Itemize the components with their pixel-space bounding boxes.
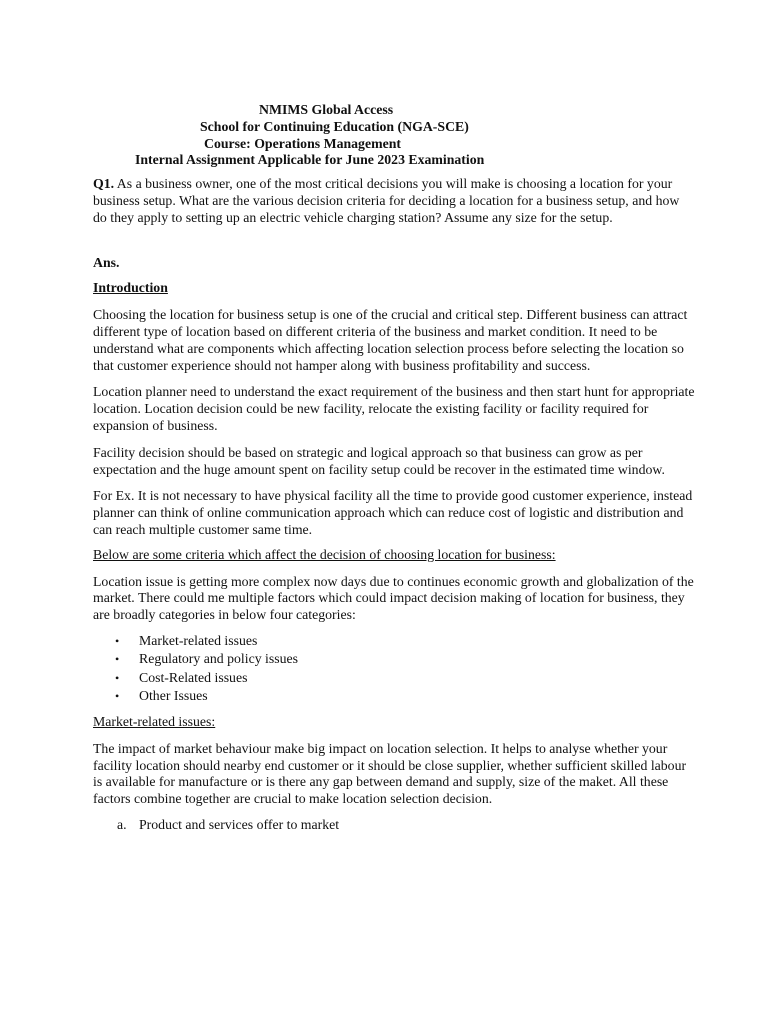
list-item: • Regulatory and policy issues [93, 650, 696, 669]
lettered-list [93, 817, 696, 834]
bullet-icon: • [115, 670, 120, 685]
category-list [93, 632, 696, 706]
header-institution: NMIMS Global Access [259, 102, 394, 117]
paragraph-1: Choosing the location for business setup is one of the crucial and critical step. Different business can attract different type of location based on different criteria of the business and market condition. It need to be understand what are components which affecting location selection process before selecting the location so that customer experience should not hamper along with business profitability and success. [93, 307, 688, 373]
introduction-heading: Introduction [93, 280, 168, 296]
bullet-icon: • [115, 689, 120, 704]
list-item: • Cost-Related issues [93, 669, 696, 688]
criteria-heading: Below are some criteria which affect the decision of choosing location for business: [93, 546, 556, 562]
bullet-icon: • [115, 633, 120, 648]
question-label: Q1. [93, 176, 115, 192]
header-school: School for Continuing Education (NGA-SCE) [200, 118, 469, 134]
list-marker: a. [117, 816, 127, 832]
list-item: a. Product and services offer to market [117, 816, 340, 832]
answer-label: Ans. [93, 254, 120, 270]
paragraph-4: For Ex. It is not necessary to have physical facility all the time to provide good customer experience, instead planner can think of online communication approach which can reduce cost of logistic and distribution and can reach multiple customer same time. [93, 488, 693, 537]
paragraph-3: Facility decision should be based on strategic and logical approach so that business can grow as per expectation and the huge amount spent on facility setup could be recover in the estimated time window. [93, 444, 665, 477]
header-assignment: Internal Assignment Applicable for June 2023 Examination [135, 152, 485, 168]
list-item: • Market-related issues [93, 632, 696, 651]
question-paragraph [93, 176, 696, 226]
header-course: Course: Operations Management [204, 135, 401, 151]
bullet-icon: • [115, 652, 120, 667]
document-header [93, 102, 696, 169]
market-issues-heading: Market-related issues: [93, 713, 216, 729]
paragraph-2: Location planner need to understand the exact requirement of the business and then start hunt for appropriate location. Location decision could be new facility, relocate the existing facility or facility required for expansion of business. [93, 384, 695, 433]
question-text: As a business owner, one of the most critical decisions you will make is choosing a location for your business setup. What are the various decision criteria for deciding a location for a business setup, and how do they apply to setting up an electric vehicle charging station? Assume any size for the setup. [93, 176, 680, 225]
paragraph-6: The impact of market behaviour make big impact on location selection. It helps to analyse whether your facility location should nearby end customer or it should be close supplier, whether sufficient skilled labour is available for manufacture or is there any gap between demand and supply, size of the maket. All these factors combine together are crucial to make location selection decision. [93, 740, 687, 807]
paragraph-5: Location issue is getting more complex now days due to continues economic growth and globalization of the market. There could me multiple factors which could impact decision making of location for business, they are broadly categories in below four categories: [93, 573, 694, 623]
list-item: • Other Issues [93, 687, 696, 706]
